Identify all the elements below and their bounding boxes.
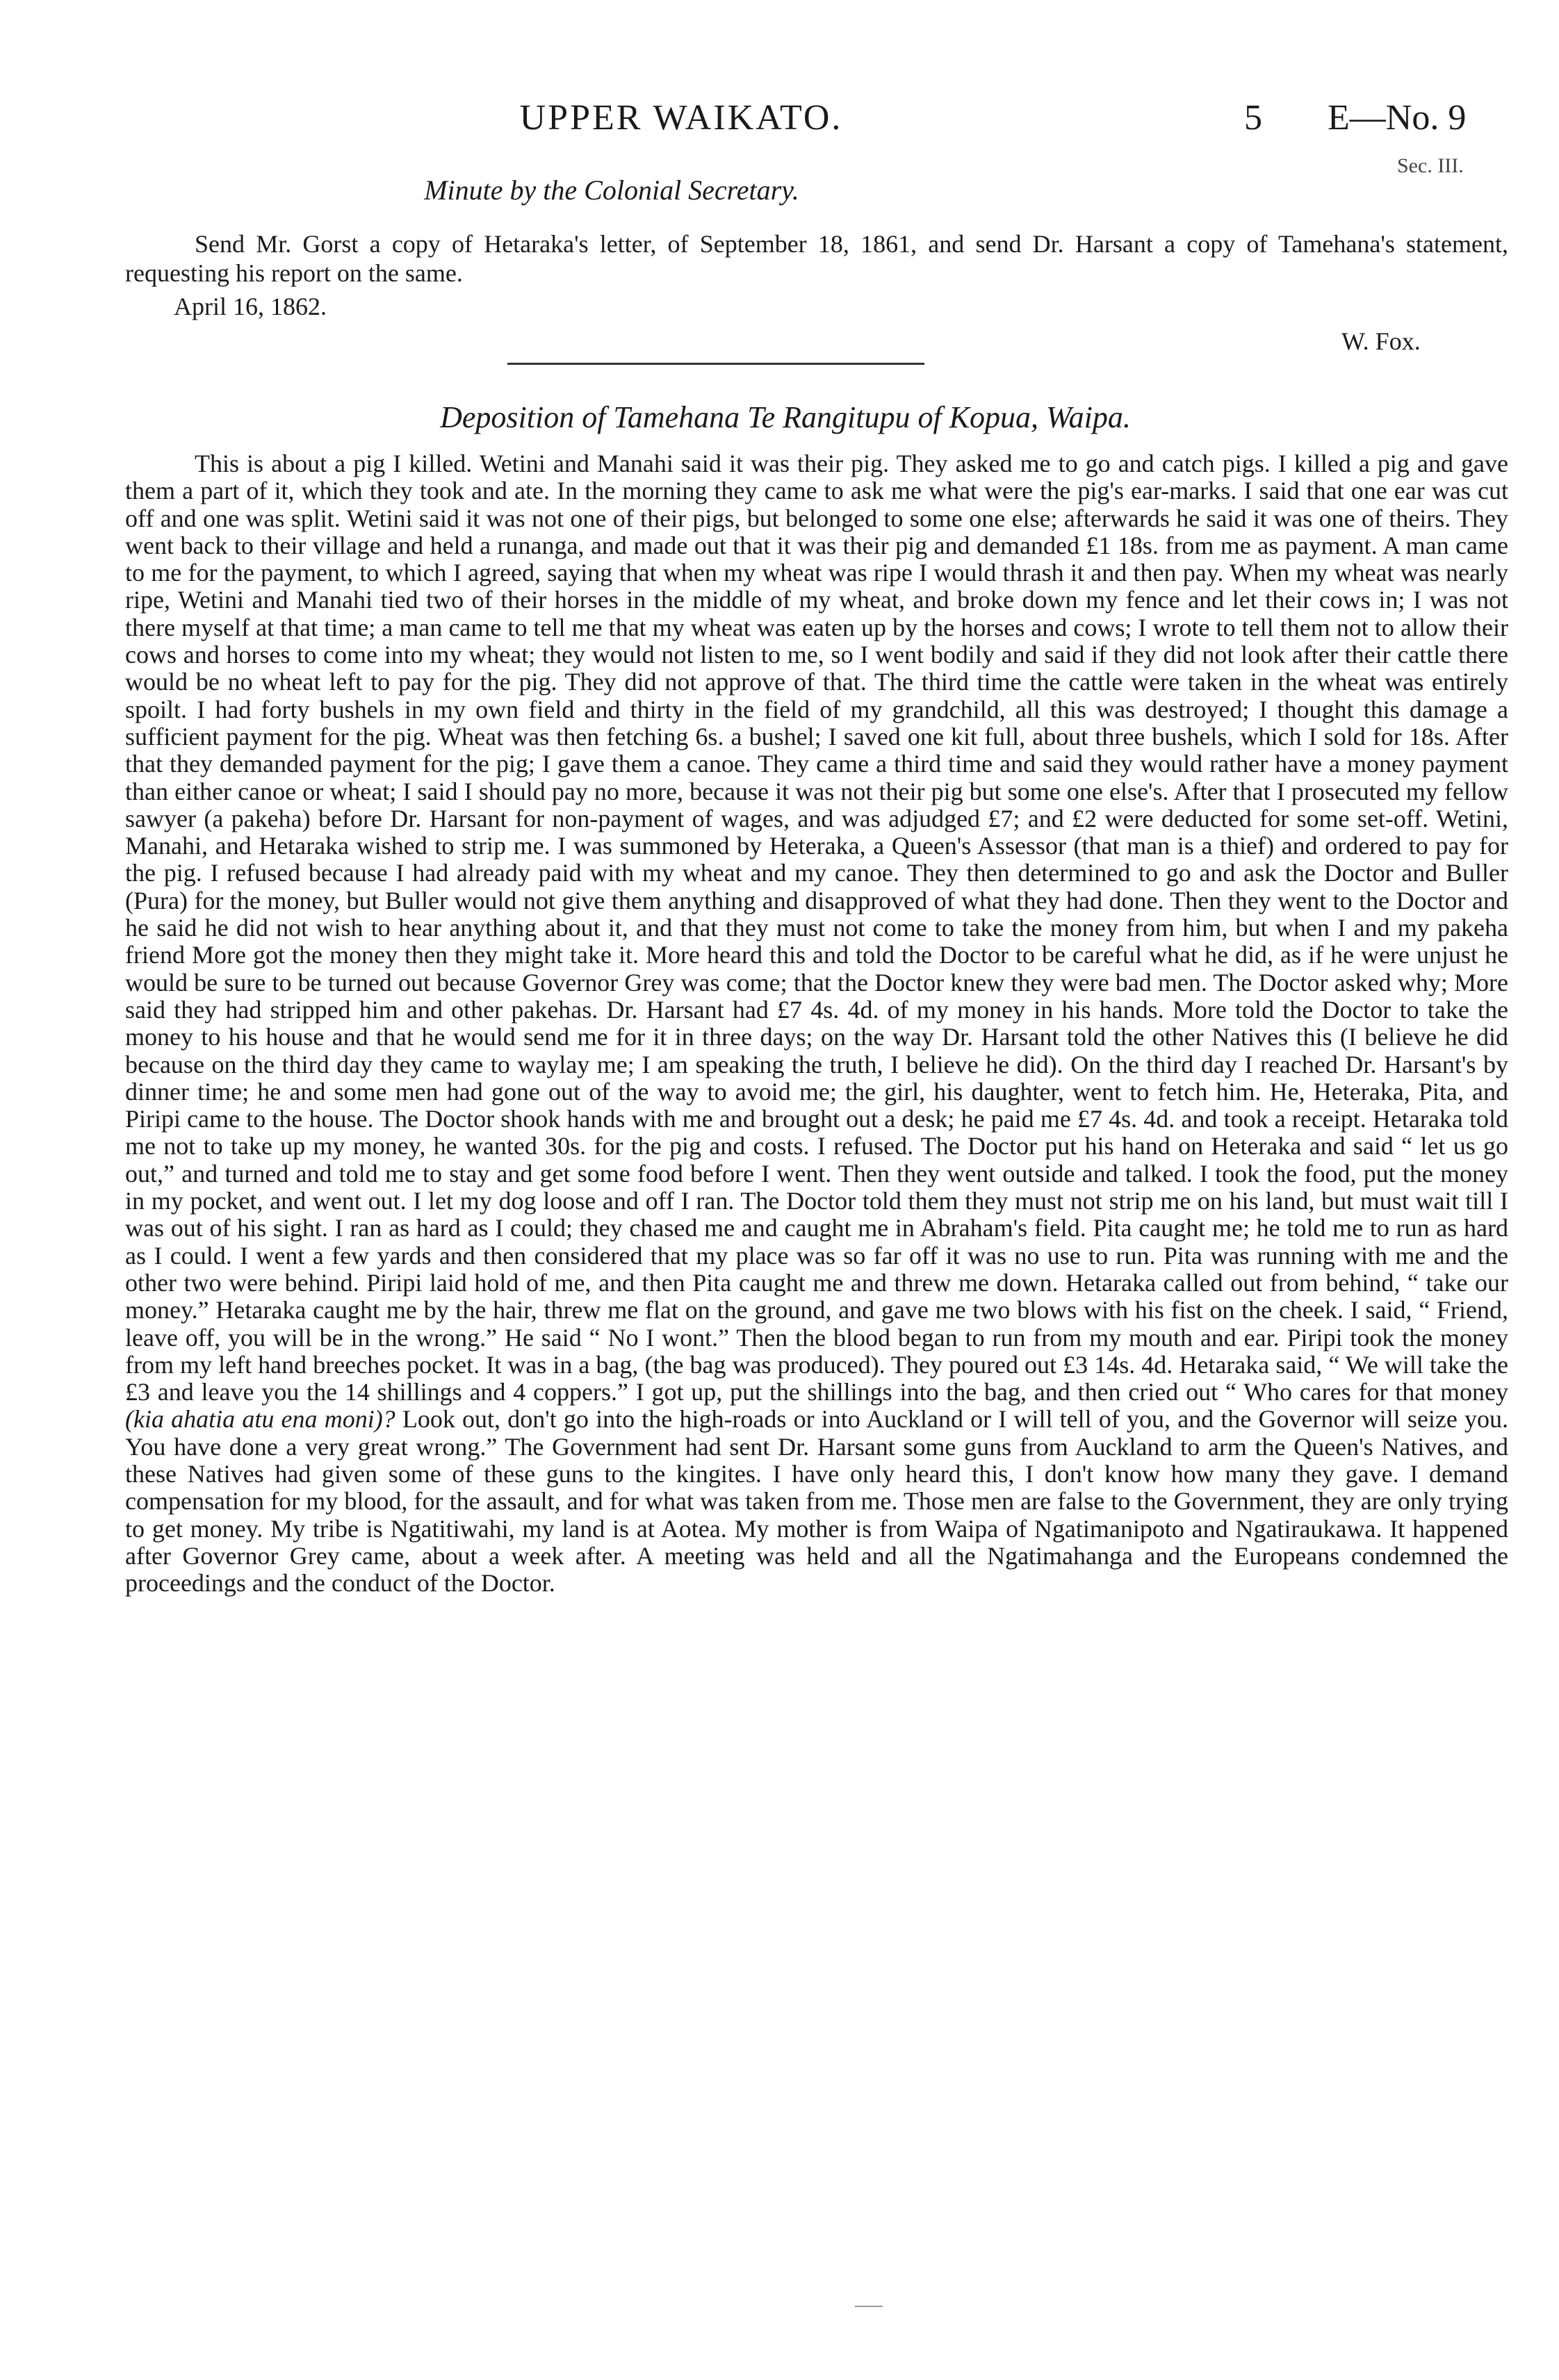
footer-mark xyxy=(855,2306,883,2307)
deposition-heading: Deposition of Tamehana Te Rangitupu of Kopua, Waipa. xyxy=(440,400,1131,434)
section-divider xyxy=(507,363,924,365)
section-reference: Sec. III. xyxy=(1397,154,1464,177)
deposition-text-part-1: This is about a pig I killed. Wetini and Manahi said it was their pig. They asked me to go and catch pigs. I killed a pig and gave them a part of it, which they took and ate. In the morning they came to ask me what were the pig's ear-marks. I said that one ear was cut off and one was split. Wetini said it was not one of their pigs, but belonged to some one else; afterwards he said it was one of theirs. They went back to their village and held a runanga, and made out that it was their pig and demanded £1 18s. from me as payment. A man came to me for the payment, to which I agreed, saying that when my wheat was ripe I would thrash it and then pay. When my wheat was nearly ripe, Wetini and Manahi tied two of their horses in the middle of my wheat, and broke down my fence and let their cows in; I was not there myself at that time; a man came to tell me that my wheat was eaten up by the horses and cows; I wrote to tell them not to allow their cows and horses to come into my wheat; they would not listen to me, so I went bodily and said if they did not look after their cattle there would be no wheat left to pay for the pig. They did not approve of that. The third time the cattle were taken in the wheat was entirely spoilt. I had forty bushels in my own field and thirty in the field of my grandchild, all this was destroyed; I thought this damage a sufficient payment for the pig. Wheat was then fetching 6s. a bushel; I saved one kit full, about three bushels, which I sold for 18s. After that they demanded payment for the pig; I gave them a canoe. They came a third time and said they would rather have a money payment than either canoe or wheat; I said I should pay no more, because it was not their pig but some one else's. After that I prosecuted my fellow sawyer (a pakeha) before Dr. Harsant for non-payment of wages, and was adjudged £7; and £2 were deducted for some set-off. Wetini, Manahi, and Hetaraka wished to strip me. I was summoned by Heteraka, a Queen's Assessor (that man is a thief) and ordered to pay for the pig. I refused because I had already paid with my wheat and my canoe. They then determined to go and ask the Doctor and Buller (Pura) for the money, but Buller would not give them anything and disapproved of what they had done. Then they went to the Doctor and he said he did not wish to hear anything about it, and that they must not come to take the money from him, but when I and my pakeha friend More got the money then they might take it. More heard this and told the Doctor to be careful what he did, as if he were unjust he would be sure to be turned out because Governor Grey was come; that the Doctor knew they were bad men. The Doctor asked why; More said they had stripped him and other pakehas. Dr. Harsant had £7 4s. 4d. of my money in his hands. More told the Doctor to take the money to his house and that he would send me for it in three days; on the way Dr. Harsant told the other Natives this (I believe he did because on the third day they came to waylay me; I am speaking the truth, I believe he did). On the third day I reached Dr. Harsant's by dinner time; he and some men had gone out of the way to avoid me; the girl, his daughter, went to fetch him. He, Heteraka, Pita, and Piripi came to the house. The Doctor shook hands with me and brought out a desk; he paid me £7 4s. 4d. and took a receipt. Hetaraka told me not to take up my money, he wanted 30s. for the pig and costs. I refused. The Doctor put his hand on Heteraka and said “ let us go out,” and turned and told me to stay and get some food before I went. Then they went outside and talked. I took the food, put the money in my pocket, and went out. I let my dog loose and off I ran. The Doctor told them they must not strip me on his land, but must wait till I was out of his sight. I ran as hard as I could; they chased me and caught me in Abraham's field. Pita caught me; he told me to run as hard as I could. I went a few yards and then considered that my place was so far off it was no use to run. Pita was running with me and the other two were behind. Piripi laid hold of me, and then Pita caught me and threw me down. Hetaraka called out from behind, “ take our money.” Hetaraka caught me by the hair, threw me flat on the ground, and gave me two blows with his fist on the cheek. I said, “ Friend, leave off, you will be in the wrong.” He said “ No I wont.” Then the blood began to run from my mouth and ear. Piripi took the money from my left hand breeches pocket. It was in a bag, (the bag was produced). They poured out £3 14s. 4d. Hetaraka said, “ We will take the £3 and leave you the 14 shillings and 4 coppers.” I got up, put the shillings into the bag, and then cried out “ Who cares for that money xyxy=(125,450,1508,1406)
minute-heading: Minute by the Colonial Secretary. xyxy=(424,174,799,206)
deposition-paragraph xyxy=(125,450,1508,1597)
minute-text: Send Mr. Gorst a copy of Hetaraka's letter, of September 18, 1861, and send Dr. Harsant a copy of Tamehana's statement, requesting his report on the same. xyxy=(125,230,1508,287)
page-header xyxy=(0,97,1559,177)
document-reference: E—No. 9 xyxy=(1328,98,1467,138)
minute-date: April 16, 1862. xyxy=(174,293,327,320)
minute-signature: W. Fox. xyxy=(1341,327,1421,355)
minute-body xyxy=(125,229,1508,288)
deposition-body xyxy=(125,450,1508,1597)
maori-phrase: (kia ahatia atu ena moni)? xyxy=(125,1405,395,1434)
running-title: UPPER WAIKATO. xyxy=(519,98,843,138)
deposition-text-part-2: Look out, don't go into the high-roads or into Auckland or I will tell of you, and the Governor will seize you. You have done a very great wrong.” The Government had sent Dr. Harsant some guns from Auckland to arm the Queen's Natives, and these Natives had given some of these guns to the kingites. I have only heard this, I don't know how many they gave. I demand compensation for my blood, for the assault, and for what was taken from me. Those men are false to the Government, they are only trying to get money. My tribe is Ngatitiwahi, my land is at Aotea. My mother is from Waipa of Ngatimanipoto and Ngatiraukawa. It happened after Governor Grey came, about a week after. A meeting was held and all the Ngatimahanga and the Europeans condemned the proceedings and the conduct of the Doctor. xyxy=(125,1405,1508,1598)
page-number: 5 xyxy=(1244,98,1262,138)
